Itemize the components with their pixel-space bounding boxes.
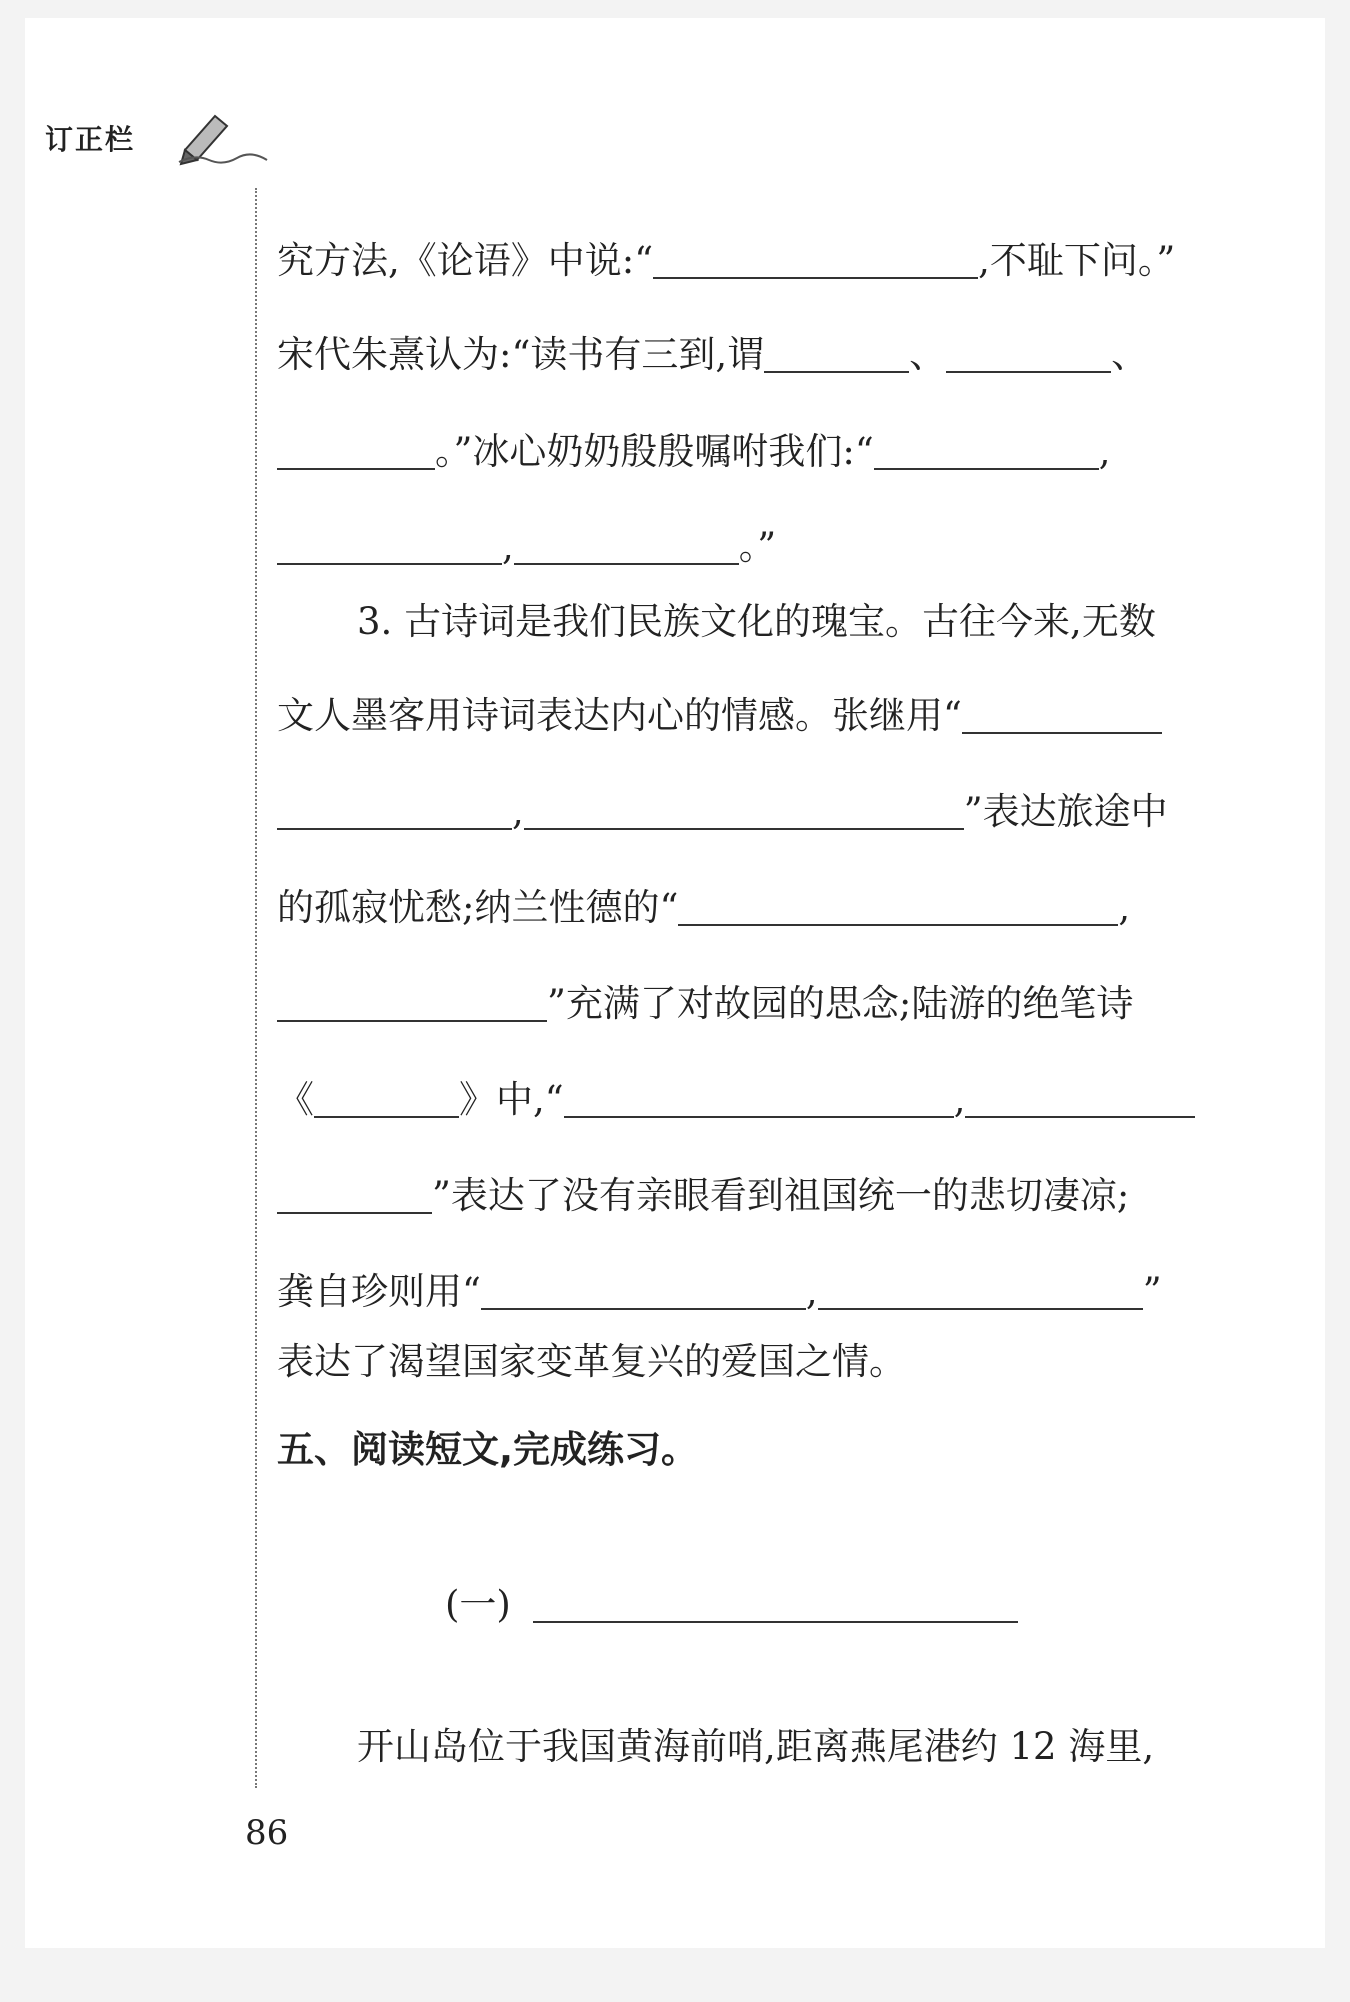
answer-blank[interactable]: [874, 467, 1099, 470]
answer-blank[interactable]: [564, 1115, 954, 1118]
text-line-8: 的孤寂忧愁;纳兰性德的“ ,: [277, 886, 1131, 929]
answer-blank[interactable]: [965, 1115, 1195, 1118]
text-line-12: 龚自珍则用“ , ”: [277, 1270, 1162, 1313]
workbook-page: [25, 18, 1325, 1948]
question-3-line: 3. 古诗词是我们民族文化的瑰宝。古往今来,无数: [357, 600, 1156, 643]
text-line-4: , 。”: [277, 528, 1237, 565]
answer-blank[interactable]: [277, 1019, 547, 1022]
answer-blank[interactable]: [946, 370, 1111, 373]
answer-blank[interactable]: [764, 370, 909, 373]
answer-blank[interactable]: [514, 562, 739, 565]
section-five-title: 五、阅读短文,完成练习。: [277, 1428, 699, 1471]
text-line-6: 文人墨客用诗词表达内心的情感。张继用“: [277, 697, 1237, 734]
passage-first-line: 开山岛位于我国黄海前哨,距离燕尾港约 12 海里,: [357, 1725, 1155, 1768]
page-number: 86: [245, 1813, 289, 1853]
pencil-icon: [175, 110, 275, 170]
answer-blank[interactable]: [314, 1115, 459, 1118]
text-line-7: , ”表达旅途中: [277, 793, 1237, 830]
answer-blank[interactable]: [962, 731, 1162, 734]
answer-blank[interactable]: [277, 467, 435, 470]
answer-blank[interactable]: [277, 827, 512, 830]
subsection-line: [277, 1583, 1350, 1626]
answer-blank[interactable]: [678, 923, 1118, 926]
text-line-9: ”充满了对故园的思念;陆游的绝笔诗: [277, 985, 1237, 1022]
answer-blank[interactable]: [481, 1307, 806, 1310]
title-blank[interactable]: [533, 1620, 1018, 1623]
answer-blank[interactable]: [277, 1211, 432, 1214]
answer-blank[interactable]: [653, 276, 978, 279]
subsection-label: (一): [445, 1583, 511, 1626]
answer-blank[interactable]: [524, 827, 964, 830]
text-line-3: 。”冰心奶奶殷殷嘱咐我们:“ ,: [277, 433, 1237, 470]
text-line-2: 宋代朱熹认为:“读书有三到,谓 、 、: [277, 333, 1149, 376]
text-line-13: 表达了渴望国家变革复兴的爱国之情。: [277, 1340, 906, 1383]
text-line-11: ”表达了没有亲眼看到祖国统一的悲切凄凉;: [277, 1177, 1237, 1214]
margin-dotted-line: [255, 188, 257, 1788]
text-line-1: 究方法,《论语》中说:“ ,不耻下问。”: [277, 239, 1176, 282]
answer-blank[interactable]: [818, 1307, 1143, 1310]
correction-column-label: 订正栏: [45, 123, 136, 156]
answer-blank[interactable]: [277, 562, 502, 565]
text-line-10: 《 》中,“ ,: [277, 1081, 1237, 1118]
